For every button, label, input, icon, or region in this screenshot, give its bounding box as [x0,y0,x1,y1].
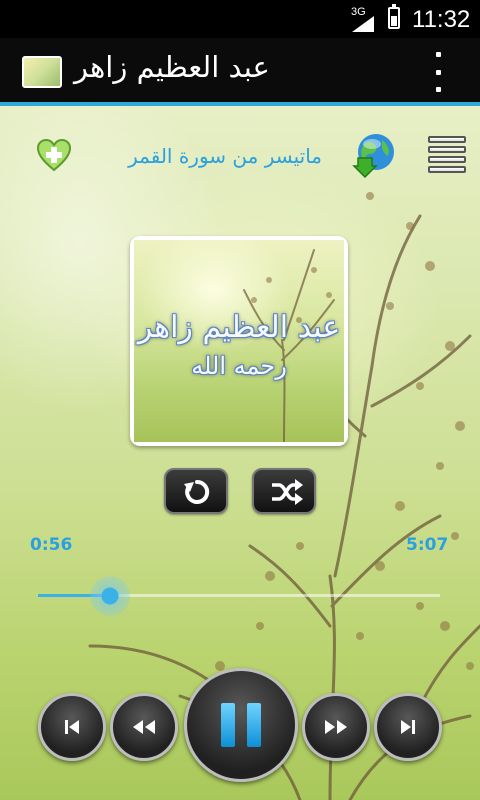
rewind-icon [131,717,157,737]
fast-forward-button[interactable] [302,693,370,761]
time-total: 5:07 [406,535,449,555]
pause-icon [219,701,263,749]
battery-icon [388,7,400,29]
status-bar [0,0,480,38]
network-type: 3G [351,6,366,18]
add-favorite-button[interactable] [36,138,72,172]
repeat-button[interactable] [164,468,228,514]
app-title: عبد العظيم زاهر [74,50,270,84]
album-art-caption-line2: رحمه الله [191,352,287,380]
skip-next-icon [398,717,418,737]
play-pause-button[interactable] [184,668,298,782]
repeat-icon [183,478,211,506]
clock: 11:32 [412,6,471,33]
signal-icon [352,16,374,32]
app-icon[interactable] [22,56,62,88]
next-button[interactable] [374,693,442,761]
album-art [130,236,348,446]
album-art-caption-line1: عبد العظيم زاهر [137,310,341,345]
skip-previous-icon [62,717,82,737]
fast-forward-icon [323,717,349,737]
rewind-button[interactable] [110,693,178,761]
previous-button[interactable] [38,693,106,761]
track-title: ماتيسر من سورة القمر [128,144,322,168]
time-elapsed: 0:56 [30,535,73,555]
shuffle-button[interactable] [252,468,316,514]
seek-bar[interactable] [38,594,440,597]
shuffle-icon [271,478,303,506]
download-button[interactable] [352,132,396,178]
player-screen [0,106,480,800]
playlist-button[interactable] [426,134,468,178]
action-bar [0,38,480,106]
overflow-menu-icon[interactable] [428,52,448,92]
